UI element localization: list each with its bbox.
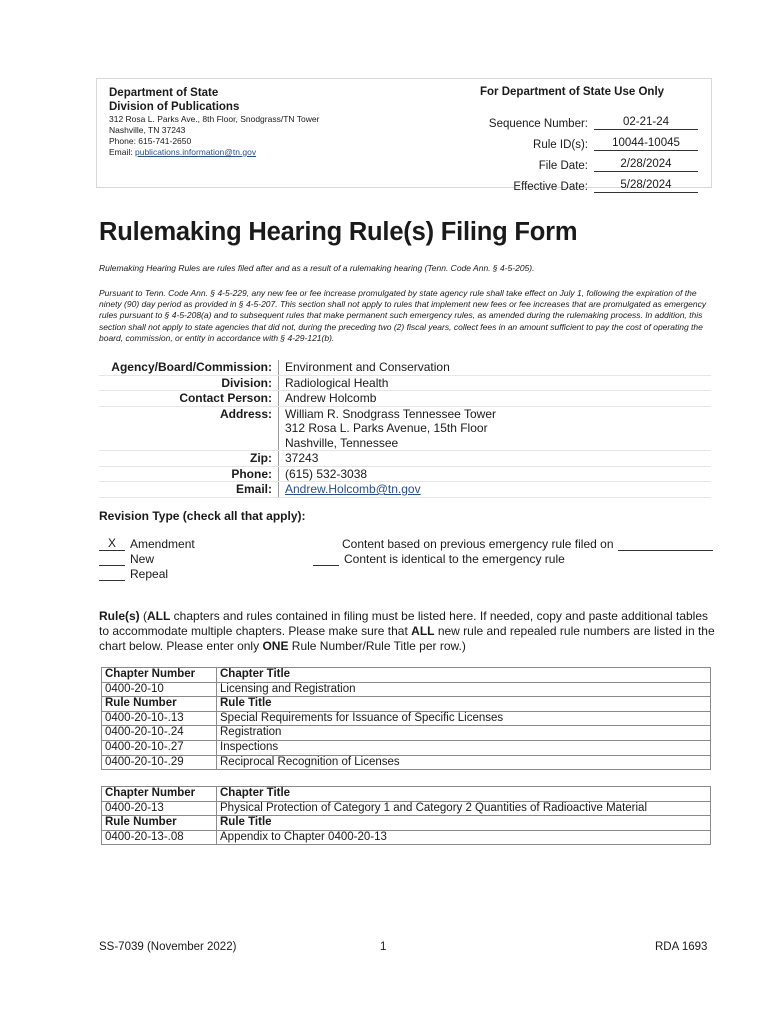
rules-note-p5: ALL xyxy=(411,624,435,638)
division-row xyxy=(99,375,711,391)
phone-value: (615) 532-3038 xyxy=(279,466,712,482)
contact-email-link[interactable]: Andrew.Holcomb@tn.gov xyxy=(285,482,421,496)
sequence-number-value: 02-21-24 xyxy=(594,115,698,130)
rule-ids-value: 10044-10045 xyxy=(594,136,698,151)
phone-label: Phone: xyxy=(99,466,279,482)
agency-info-table xyxy=(99,360,711,498)
state-use-fields xyxy=(397,109,707,193)
effective-date-field xyxy=(397,172,707,193)
effective-date-label: Effective Date: xyxy=(513,181,588,193)
header-box xyxy=(96,78,712,193)
table1-rule-number-header: Rule Number xyxy=(102,697,217,712)
new-label: New xyxy=(130,552,155,566)
division-name: Division of Publications xyxy=(109,101,240,113)
department-address: 312 Rosa L. Parks Ave., 8th Floor, Snodgrass/TN Tower xyxy=(109,114,320,124)
email-value xyxy=(279,482,712,498)
zip-label: Zip: xyxy=(99,451,279,467)
new-checkbox[interactable] xyxy=(99,551,125,566)
rule-ids-field xyxy=(397,130,707,151)
department-name: Department of State xyxy=(109,87,219,99)
emergency-rule-date-field[interactable] xyxy=(618,536,713,551)
table1-chapter-header-row xyxy=(102,668,711,683)
rules-note-p3: ALL xyxy=(147,609,171,623)
email-row xyxy=(99,482,711,498)
table2-rule-header-row xyxy=(102,816,711,831)
rules-note-p6: new rule and repealed rule numbers are listed in the chart below. Please enter only xyxy=(99,624,715,653)
agency-row xyxy=(99,360,711,375)
zip-row xyxy=(99,451,711,467)
department-phone: Phone: 615-741-2650 xyxy=(109,136,192,146)
state-use-only-title: For Department of State Use Only xyxy=(480,86,665,98)
form-id: SS-7039 (November 2022) xyxy=(99,941,237,953)
file-date-label: File Date: xyxy=(538,160,588,172)
table2-chapter-number-header: Chapter Number xyxy=(102,787,217,802)
phone-row xyxy=(99,466,711,482)
revision-content-based[interactable] xyxy=(342,536,713,551)
division-value: Radiological Health xyxy=(279,375,712,391)
file-date-field xyxy=(397,151,707,172)
rules-table-1 xyxy=(101,667,711,770)
revision-amendment[interactable] xyxy=(99,536,195,551)
page-title: Rulemaking Hearing Rule(s) Filing Form xyxy=(99,218,578,246)
contact-value: Andrew Holcomb xyxy=(279,391,712,407)
rules-table-2 xyxy=(101,786,711,845)
agency-value: Environment and Conservation xyxy=(279,360,712,375)
table2-chapter-title-header: Chapter Title xyxy=(217,787,711,802)
address-line-3: Nashville, Tennessee xyxy=(279,436,712,451)
revision-repeal[interactable] xyxy=(99,566,168,581)
revision-type-title: Revision Type (check all that apply): xyxy=(99,509,306,523)
table1-chapter-title-header: Chapter Title xyxy=(217,668,711,683)
sequence-number-field xyxy=(397,109,707,130)
table-row xyxy=(102,830,711,845)
rule-number: 0400-20-10-.24 xyxy=(102,726,217,741)
repeal-label: Repeal xyxy=(130,567,169,581)
rules-note-p7: ONE xyxy=(262,639,289,653)
rule-title: Reciprocal Recognition of Licenses xyxy=(217,755,711,770)
content-identical-label: Content is identical to the emergency rule xyxy=(344,552,565,566)
rules-note-p4: chapters and rules contained in filing must be listed here. If needed, copy and paste additional tables to accommodate multiple chapters. Please make sure that xyxy=(99,609,709,638)
sequence-number-label: Sequence Number: xyxy=(488,118,588,130)
address-line-2: 312 Rosa L. Parks Avenue, 15th Floor xyxy=(285,421,488,435)
rda-number: RDA 1693 xyxy=(655,941,708,953)
table2-chapter-title: Physical Protection of Category 1 and Category 2 Quantities of Radioactive Material xyxy=(217,801,711,816)
department-city: Nashville, TN 37243 xyxy=(109,125,186,135)
table-row xyxy=(102,711,711,726)
revision-content-identical[interactable] xyxy=(313,551,565,566)
table1-chapter-row xyxy=(102,682,711,697)
department-info xyxy=(109,86,409,158)
email-label: Email: xyxy=(99,482,279,498)
table2-chapter-header-row xyxy=(102,787,711,802)
rule-number: 0400-20-10-.29 xyxy=(102,755,217,770)
department-email-line xyxy=(109,147,409,158)
contact-row xyxy=(99,391,711,407)
table2-rule-title-header: Rule Title xyxy=(217,816,711,831)
table2-chapter-number: 0400-20-13 xyxy=(102,801,217,816)
rules-note-p1: Rule(s) xyxy=(99,609,140,623)
address-row xyxy=(99,406,711,421)
table2-rule-number-header: Rule Number xyxy=(102,816,217,831)
department-email-label: Email: xyxy=(109,147,135,157)
address-row-2 xyxy=(99,421,711,436)
file-date-value: 2/28/2024 xyxy=(594,157,698,172)
address-row-3 xyxy=(99,436,711,451)
rule-title: Special Requirements for Issuance of Specific Licenses xyxy=(217,711,711,726)
revision-new[interactable] xyxy=(99,551,154,566)
repeal-checkbox[interactable] xyxy=(99,566,125,581)
rule-number: 0400-20-10-.13 xyxy=(102,711,217,726)
address-spacer xyxy=(99,421,279,436)
rule-title: Appendix to Chapter 0400-20-13 xyxy=(217,830,711,845)
department-email-link[interactable]: publications.information@tn.gov xyxy=(134,147,257,157)
amendment-label: Amendment xyxy=(130,537,195,551)
table-row xyxy=(102,740,711,755)
effective-date-value: 5/28/2024 xyxy=(594,178,698,193)
rule-ids-label: Rule ID(s): xyxy=(533,139,588,151)
content-identical-checkbox[interactable] xyxy=(313,551,339,566)
table1-chapter-number-header: Chapter Number xyxy=(102,668,217,683)
address-label: Address: xyxy=(99,406,279,421)
rule-number: 0400-20-13-.08 xyxy=(102,830,217,845)
table1-chapter-number: 0400-20-10 xyxy=(102,682,217,697)
zip-value: 37243 xyxy=(279,451,712,467)
table1-chapter-title: Licensing and Registration xyxy=(217,682,711,697)
table1-rule-header-row xyxy=(102,697,711,712)
table-row xyxy=(102,755,711,770)
amendment-checkbox[interactable]: X xyxy=(99,536,125,551)
page-number: 1 xyxy=(380,941,387,953)
address-line-1: William R. Snodgrass Tennessee Tower xyxy=(285,406,496,421)
content-based-label: Content based on previous emergency rule filed on xyxy=(342,537,614,551)
rules-note-p8: Rule Number/Rule Title per row.) xyxy=(288,639,466,653)
rules-instructions xyxy=(99,609,715,654)
rules-note-p2: ( xyxy=(139,609,148,623)
contact-label: Contact Person: xyxy=(99,391,279,407)
table2-chapter-row xyxy=(102,801,711,816)
intro-definition: Rulemaking Hearing Rules are rules filed after and as a result of a rulemaking hearing (Tenn. Code Ann. § 4-5-205). xyxy=(99,263,535,273)
rule-number: 0400-20-10-.27 xyxy=(102,740,217,755)
address-spacer-2 xyxy=(99,436,279,451)
table-row xyxy=(102,726,711,741)
table1-rule-title-header: Rule Title xyxy=(217,697,711,712)
rule-title: Registration xyxy=(217,726,711,741)
rule-title: Inspections xyxy=(217,740,711,755)
agency-label: Agency/Board/Commission: xyxy=(99,360,279,375)
intro-fee-notice: Pursuant to Tenn. Code Ann. § 4-5-229, any new fee or fee increase promulgated by state agency rule shall take effect on July 1, following the expiration of the ninety (90) day period as provided in § 4-5-207. This section shall not apply to rules that implement new fees or fee increases that are promulgated as emergency rules pursuant to § 4-5-208(a) and to subsequent rules that make permanent such emergency rules, as amended during the rulemaking process. In addition, this section shall not apply to state agencies that did not, during the preceding two (2) fiscal years, collect fees in an amount sufficient to pay the cost of operating the board, commission, or entity in accordance with § 4-29-121(b). xyxy=(99,288,707,343)
division-label: Division: xyxy=(99,375,279,391)
